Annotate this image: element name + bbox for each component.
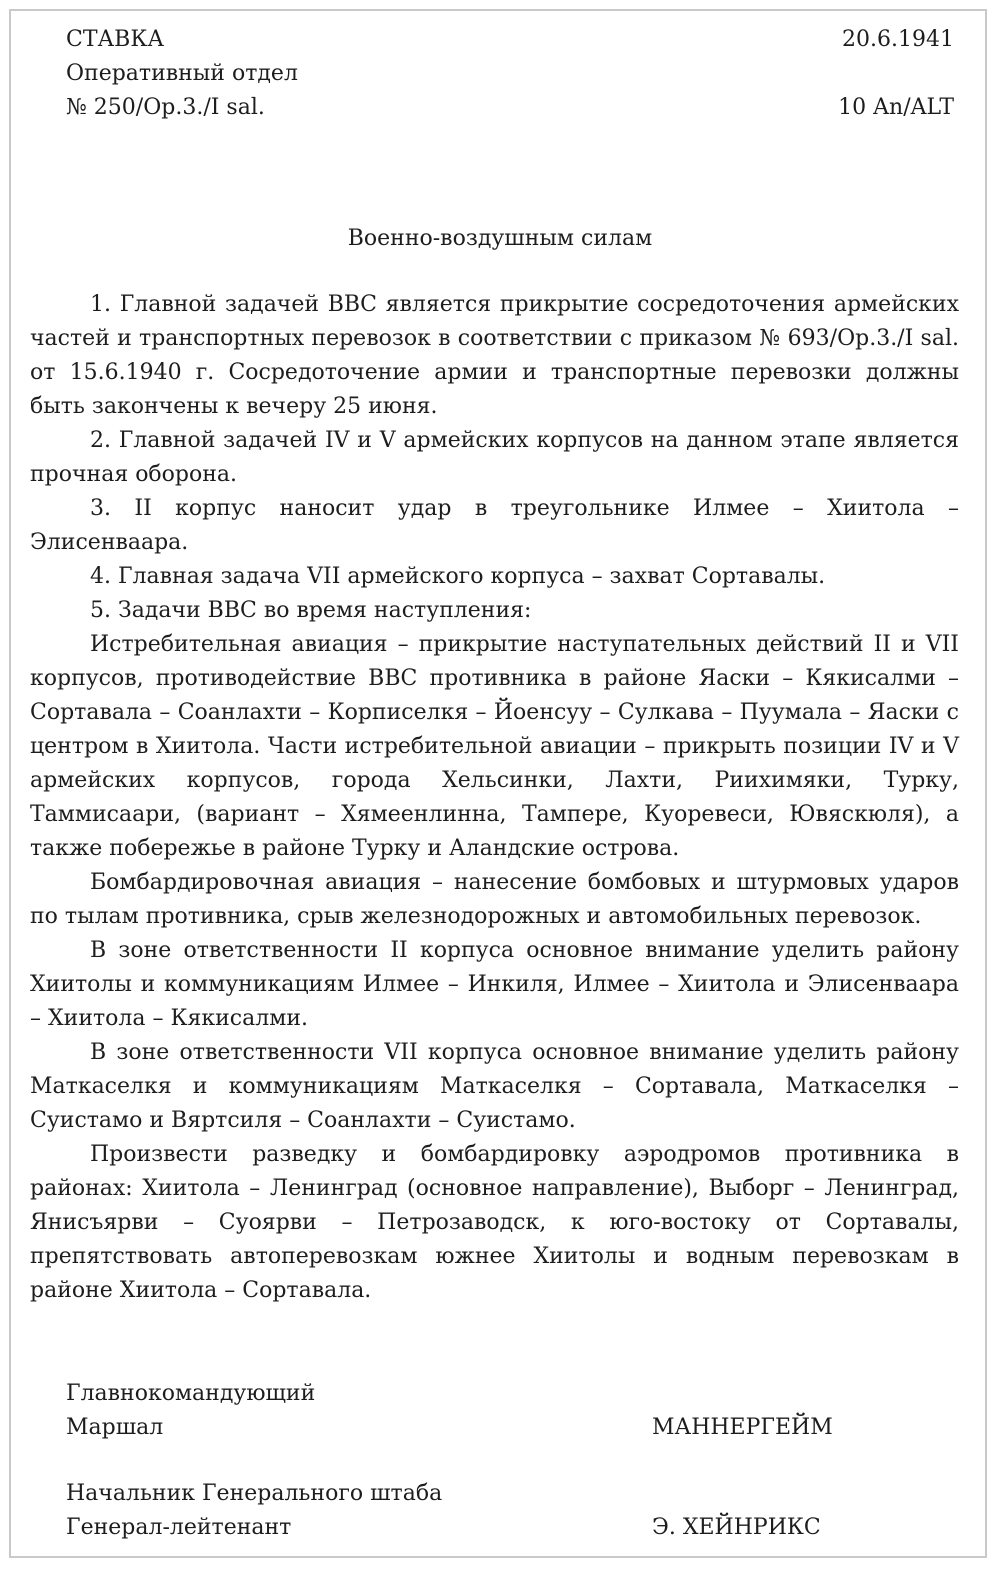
- header-ref: 10 An/ALT: [838, 95, 954, 120]
- signature-1-title-line1: Главнокомандующий: [66, 1381, 316, 1406]
- paragraph-5: 5. Задачи ВВС во время наступления:: [90, 598, 532, 623]
- header-right: [838, 23, 954, 125]
- paragraph-fighter-aviation: Истребительная авиация – прикрытие наступательных действий II и VII корпусов, противодействие ВВС противника в районе Яаски – Кякисалми – Сортавала – Соанлахти – Корписелкя – Йоенсуу – Сулкава – Пуумала – Яаски с центром в Хиитола. Части истребительной авиации – прикрыть позиции IV и V армейских корпусов, города Хельсинки, Лахти, Риихимяки, Турку, Таммисаари, (вариант – Хямеенлинна, Тампере, Куоревеси, Ювяскюля), а также побережье в районе Турку и Аландские острова.: [30, 632, 959, 861]
- paragraph-bomber-aviation: Бомбардировочная авиация – нанесение бомбовых и штурмовых ударов по тылам противника, срыв железнодорожных и автомобильных перевозок.: [30, 870, 959, 929]
- signature-2-title-line2: Генерал-лейтенант: [66, 1515, 292, 1540]
- addressee: Военно-воздушным силам: [347, 226, 653, 251]
- paragraph-1: 1. Главной задачей ВВС является прикрытие сосредоточения армейских частей и транспортных перевозок в соответствии с приказом № 693/Op.3./I sal. от 15.6.1940 г. Сосредоточение армии и транспортные перевозки должны быть закончены к вечеру 25 июня.: [30, 292, 959, 419]
- header-left: [66, 23, 298, 125]
- paragraph-corps-ii-zone: В зоне ответственности II корпуса основное внимание уделить району Хиитолы и коммуникациям Илмее – Инкиля, Илмее – Хиитола и Элисенваара – Хиитола – Кякисалми.: [30, 938, 959, 1031]
- paragraph-2: 2. Главной задачей IV и V армейских корпусов на данном этапе является прочная оборона.: [30, 428, 959, 487]
- signature-1-title-line2: Маршал: [66, 1415, 164, 1440]
- paragraph-3: 3. II корпус наносит удар в треугольнике Илмее – Хиитола – Элисенваара.: [30, 496, 959, 555]
- header-number: № 250/Op.3./I sal.: [66, 95, 265, 120]
- signature-1-name: МАННЕРГЕЙМ: [652, 1415, 833, 1440]
- paragraph-corps-vii-zone: В зоне ответственности VII корпуса основное внимание уделить району Маткаселкя и коммуникациям Маткаселкя – Сортавала, Маткаселкя – Суистамо и Вяртсиля – Соанлахти – Суистамо.: [30, 1040, 959, 1133]
- document-body: [30, 288, 959, 1308]
- header-org: СТАВКА: [66, 27, 165, 52]
- header-date: 20.6.1941: [842, 27, 954, 52]
- paragraph-reconnaissance: Произвести разведку и бомбардировку аэродромов противника в районах: Хиитола – Ленинград (основное направление), Выборг – Ленинград, Янисъярви – Суоярви – Петрозаводск, к юго-востоку от Сортавалы, препятствовать автоперевозкам южнее Хиитолы и водным перевозкам в районе Хиитола – Сортавала.: [30, 1142, 959, 1303]
- signature-2-name: Э. ХЕЙНРИКС: [652, 1515, 821, 1540]
- paragraph-4: 4. Главная задача VII армейского корпуса – захват Сортавалы.: [90, 564, 826, 589]
- signature-2-title-line1: Начальник Генерального штаба: [66, 1481, 443, 1506]
- header-department: Оперативный отдел: [66, 61, 298, 86]
